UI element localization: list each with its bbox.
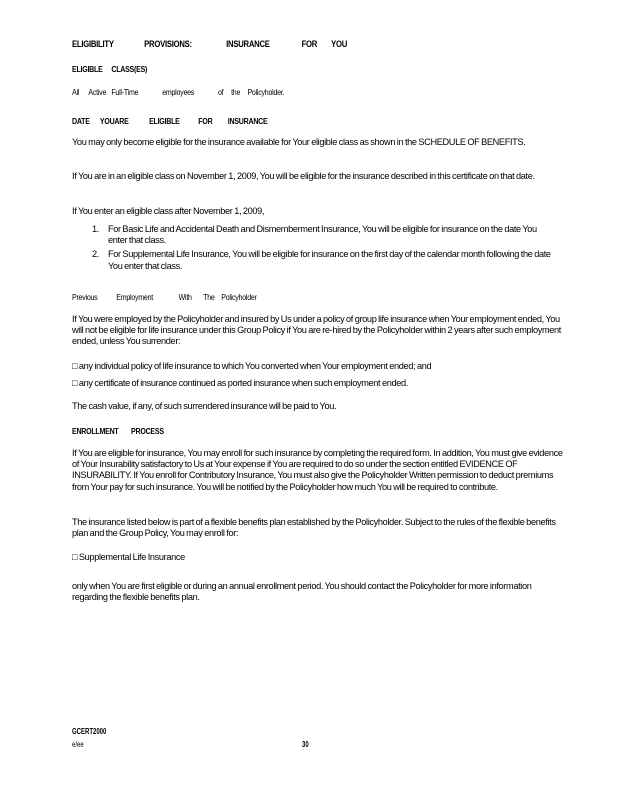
previous-employment-heading (72, 292, 257, 302)
text-word: All (72, 87, 80, 97)
eligible-classes-text (72, 87, 284, 97)
heading-word: ENROLLMENT (72, 426, 119, 436)
list-number: 2. (92, 249, 99, 260)
heading-word: INSURANCE (227, 116, 268, 126)
heading-word: ELIGIBLE (72, 64, 103, 74)
text-word: of (217, 87, 224, 97)
paragraph: The insurance listed below is part of a flexible benefits plan established by the Policyholder. Subject to the rules of the flexible benefits plan and the Group Policy, You may enroll for: (72, 517, 556, 539)
bullet-item: □ any certificate of insurance continued as ported insurance when such employment ended. (72, 378, 408, 388)
heading-word: YOUARE (99, 116, 129, 126)
paragraph: only when You are first eligible or during an annual enrollment period. You should contact the Policyholder for more information regarding the flexible benefits plan. (72, 581, 532, 603)
list-item (92, 249, 552, 271)
numbered-list (92, 224, 552, 272)
list-text: For Basic Life and Accidental Death and Dismemberment Insurance, You will be eligible for insurance on the date You enter that class. (108, 224, 537, 246)
text-word: the (231, 87, 241, 97)
form-sub: e/ee (72, 740, 84, 749)
title-word: FOR (301, 38, 318, 49)
heading-word: Policyholder (221, 292, 257, 302)
paragraph: If You enter an eligible class after November 1, 2009, (72, 206, 265, 216)
eligible-classes-heading (72, 64, 147, 74)
page-number: 30 (302, 740, 309, 749)
heading-word: Previous (72, 292, 98, 302)
title-word: YOU (331, 38, 348, 49)
paragraph: If You were employed by the Policyholder and insured by Us under a policy of group life insurance when Your employment ended, You will not be eligible for life insurance under this Group Policy if You are re-hired by the Policyholder within 2 years after such employment ended, unless You surrender: (72, 314, 561, 347)
section-title (72, 38, 347, 49)
heading-word: Employment (116, 292, 153, 302)
date-eligible-heading (72, 116, 267, 126)
bullet-item: □ Supplemental Life Insurance (72, 552, 185, 562)
paragraph: You may only become eligible for the insurance available for Your eligible class as shown in the SCHEDULE OF BENEFITS. (72, 137, 526, 147)
enrollment-heading (72, 426, 164, 436)
title-word: ELIGIBILITY (72, 38, 114, 49)
title-word: PROVISIONS: (144, 38, 192, 49)
heading-word: DATE (72, 116, 90, 126)
heading-word: ELIGIBLE (149, 116, 180, 126)
list-number: 1. (92, 224, 99, 234)
heading-word: With (178, 292, 192, 302)
paragraph: If You are eligible for insurance, You may enroll for such insurance by completing the required form. In addition, You must give evidence of Your Insurability satisfactory to Us at Your expense if You are required to do so under the section entitled EVIDENCE OF INSURABILITY. If You enroll for Contributory Insurance, You must also give the Policyholder Written permission to deduct premiums from Your pay for such insurance. You will be notified by the Policyholder how much You will be required to contribute. (72, 448, 563, 492)
text-word: employees (162, 87, 195, 97)
text-word: Full-Time (111, 87, 139, 97)
form-id: GCERT2000 (72, 727, 107, 736)
paragraph: The cash value, if any, of such surrendered insurance will be paid to You. (72, 401, 337, 411)
list-text: For Supplemental Life Insurance, You will be eligible for insurance on the first day of the calendar month following the date You enter that class. (108, 249, 551, 271)
list-item (92, 224, 552, 246)
heading-word: PROCESS (131, 426, 164, 436)
text-word: Policyholder. (247, 87, 285, 97)
heading-word: FOR (198, 116, 213, 126)
heading-word: CLASS(ES) (111, 64, 148, 74)
text-word: Active (88, 87, 107, 97)
heading-word: The (203, 292, 215, 302)
paragraph: If You are in an eligible class on November 1, 2009, You will be eligible for the insurance described in this certificate on that date. (72, 171, 535, 181)
title-word: INSURANCE (226, 38, 270, 49)
bullet-item: □ any individual policy of life insurance to which You converted when Your employment ended; and (72, 361, 432, 371)
